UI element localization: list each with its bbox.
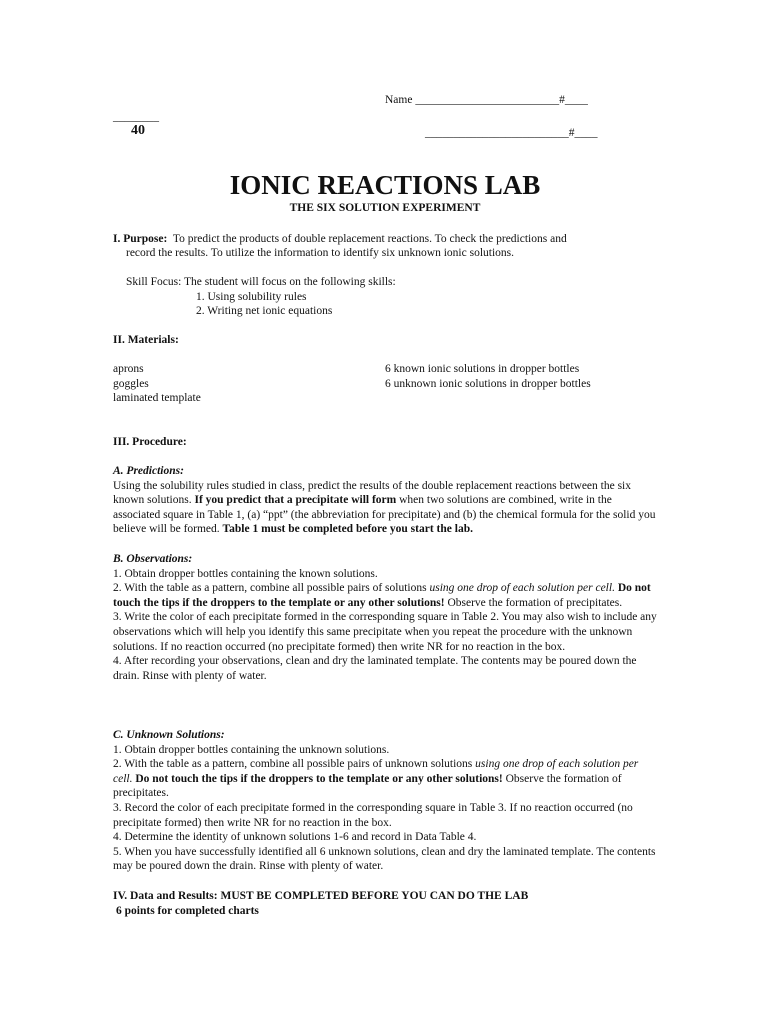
observations-step-3: 3. Write the color of each precipitate formed in the corresponding square in Table 2. You may also wish to include any observations which will help you identify this same precipitate when you repeat the procedure with the unknown solutions. If no reaction occurred (no precipitate formed) then write NR for no reaction in the box.	[113, 611, 657, 653]
skill-focus-intro: Skill Focus: The student will focus on the following skills:	[126, 276, 396, 288]
predictions-heading: A. Predictions:	[113, 465, 184, 477]
skill-item-2: 2. Writing net ionic equations	[196, 305, 333, 317]
purpose-text-1: To predict the products of double replacement reactions. To check the predictions and	[172, 233, 567, 245]
observations-step-4: 4. After recording your observations, clean and dry the laminated template. The contents may be poured down the drain. Rinse with plenty of water.	[113, 655, 637, 682]
purpose-heading: I. Purpose:	[113, 233, 168, 245]
material-item: laminated template	[113, 392, 201, 404]
material-item: aprons	[113, 363, 144, 375]
purpose-line-2: record the results. To utilize the information to identify six unknown ionic solutions.	[126, 247, 515, 259]
material-item: 6 unknown ionic solutions in dropper bottles	[385, 378, 591, 390]
unknown-step-2: 2. With the table as a pattern, combine all possible pairs of unknown solutions using one drop of each solution per cell. Do not touch the tips if the droppers to the template or any other solutions! Observe the formation of precipitates.	[113, 758, 639, 800]
unknown-step-3: 3. Record the color of each precipitate formed in the corresponding square in Table 3. If no reaction occurred (no precipitate formed) then write NR for no reaction in the box.	[113, 801, 633, 829]
material-item: goggles	[113, 378, 149, 390]
skill-item-1: 1. Using solubility rules	[196, 291, 307, 303]
data-results-heading: IV. Data and Results: MUST BE COMPLETED BEFORE YOU CAN DO THE LAB	[113, 890, 529, 902]
material-item: 6 known ionic solutions in dropper bottles	[385, 363, 580, 375]
document-subtitle: THE SIX SOLUTION EXPERIMENT	[289, 202, 481, 214]
section-predictions	[113, 464, 658, 537]
observations-step-2: 2. With the table as a pattern, combine all possible pairs of solutions using one drop of each solution per cell. Do not touch the tips if the droppers to the template or any other solutions! Observe the formation of precipitates.	[113, 582, 651, 609]
section-unknown-solutions	[113, 728, 658, 874]
purpose-line-1	[113, 232, 567, 247]
observations-step-1: 1. Obtain dropper bottles containing the known solutions.	[113, 567, 378, 580]
observations-heading: B. Observations:	[113, 553, 193, 565]
section-observations	[113, 552, 658, 683]
score-line: ________	[113, 111, 159, 123]
document-title: IONIC REACTIONS LAB	[229, 170, 541, 200]
unknown-step-1: 1. Obtain dropper bottles containing the unknown solutions.	[113, 743, 390, 756]
unknown-step-5: 5. When you have successfully identified all 6 unknown solutions, clean and dry the laminated template. The contents may be poured down the drain. Rinse with plenty of water.	[113, 845, 656, 873]
materials-heading: II. Materials:	[113, 334, 179, 346]
procedure-heading: III. Procedure:	[113, 436, 187, 448]
score-value: 40	[131, 123, 145, 138]
name-line: Name _________________________#____	[385, 94, 588, 106]
data-results-points: 6 points for completed charts	[116, 905, 259, 917]
predictions-paragraph: Using the solubility rules studied in class, predict the results of the double replacement reactions between the six known solutions. If you predict that a precipitate will form when two solutions are combined, write in the associated square in Table 1, (a) “ppt” (the abbreviation for precipitate) and (b) the chemical formula for the solid you believe will be formed. Table 1 must be completed before you start the lab.	[113, 479, 656, 536]
unknown-heading: C. Unknown Solutions:	[113, 729, 225, 741]
unknown-step-4: 4. Determine the identity of unknown solutions 1-6 and record in Data Table 4.	[113, 831, 477, 844]
second-line: _________________________#____	[425, 127, 598, 139]
